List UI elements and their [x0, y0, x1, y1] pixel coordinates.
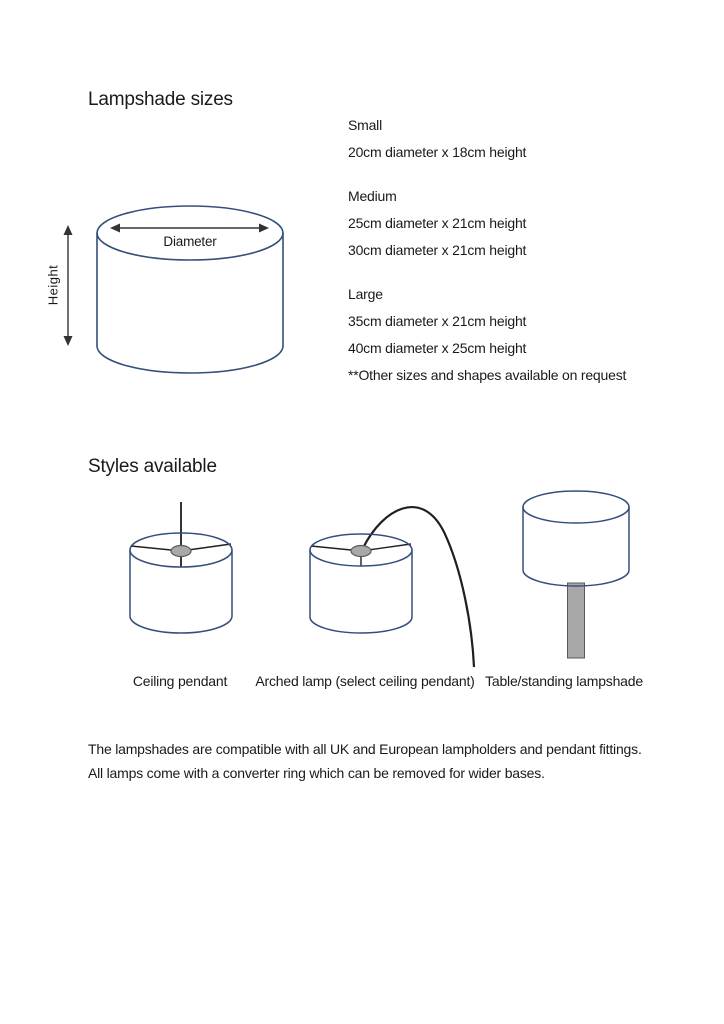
size-option: 40cm diameter x 25cm height	[348, 340, 527, 356]
page-title: Lampshade sizes	[88, 89, 233, 110]
compatibility-note	[88, 737, 642, 785]
size-option: 20cm diameter x 18cm height	[348, 144, 527, 160]
arched-lamp-icon	[310, 507, 474, 667]
size-group-name: Small	[348, 117, 383, 133]
height-arrowhead-top	[64, 225, 73, 235]
table-top-ellipse	[523, 491, 629, 523]
diameter-label: Diameter	[163, 234, 217, 249]
size-group-name: Medium	[348, 188, 397, 204]
arched-bottom-arc	[310, 617, 412, 633]
diameter-arrow-icon	[110, 224, 269, 233]
compatibility-note-line2: All lamps come with a converter ring which can be removed for wider bases.	[88, 765, 545, 781]
shade-outline	[97, 206, 283, 373]
size-option: 30cm diameter x 21cm height	[348, 242, 527, 258]
table-shade	[523, 491, 629, 586]
style-label-ceiling-pendant: Ceiling pendant	[132, 673, 228, 689]
arched-fitting	[351, 546, 371, 557]
pendant-cord	[131, 502, 231, 567]
height-arrowhead-bottom	[64, 336, 73, 346]
table-lamp-icon	[523, 491, 629, 658]
size-group-name: Large	[348, 286, 383, 302]
compatibility-note-line1: The lampshades are compatible with all UK and European lampholders and pendant fittings.	[88, 741, 642, 757]
styles-heading: Styles available	[88, 456, 217, 477]
pendant-fitting	[171, 546, 191, 557]
lamp-pole	[568, 583, 585, 658]
diameter-arrowhead-right	[259, 224, 269, 233]
styles-diagram	[100, 480, 660, 675]
pendant-bottom-arc	[130, 616, 232, 633]
size-option: 25cm diameter x 21cm height	[348, 215, 527, 231]
size-option: 35cm diameter x 21cm height	[348, 313, 527, 329]
style-label-table-standing: Table/standing lampshade	[485, 673, 643, 689]
lampshade-measure-diagram	[40, 195, 310, 390]
height-label: Height	[45, 264, 61, 306]
style-label-arched-lamp: Arched lamp (select ceiling pendant)	[255, 673, 475, 689]
shade-top-ellipse	[97, 206, 283, 260]
ceiling-pendant-icon	[130, 502, 232, 633]
arched-cord-arc	[363, 507, 474, 667]
shade-bottom-arc	[97, 346, 283, 373]
height-arrow-icon	[64, 225, 73, 346]
diameter-arrowhead-left	[110, 224, 120, 233]
size-note: **Other sizes and shapes available on request	[348, 367, 627, 383]
